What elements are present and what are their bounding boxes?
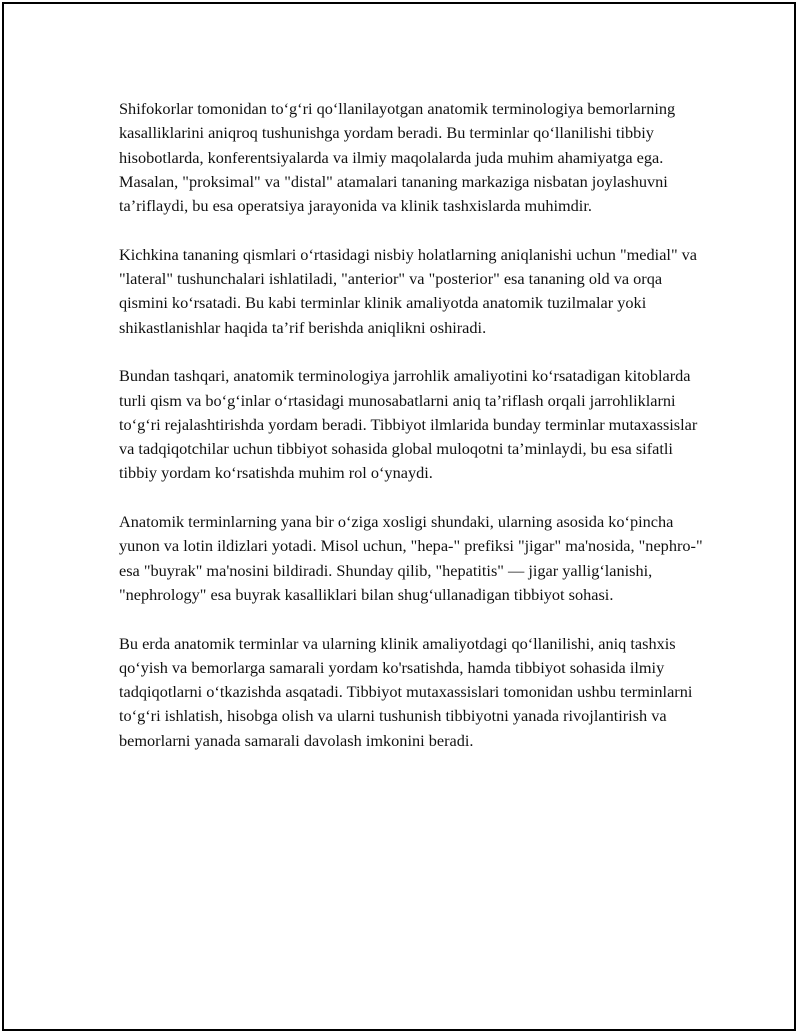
paragraph-5: Bu erda anatomik terminlar va ularning klinik amaliyotdagi qo‘llanilishi, aniq tashxis qo‘yish va bemorlarga samarali yordam ko'rsatishda, hamda tibbiyot sohasida ilmiy tadqiqotlarni o‘tkazishda asqatadi. Tibbiyot mutaxassislari tomonidan ushbu terminlarni to‘g‘ri ishlatish, hisobga olish va ularni tushunish tibbiyotni yanada rivojlantirish va bemorlarni yanada samarali davolash imkonini beradi. [119,633,693,750]
paragraph-3: Bundan tashqari, anatomik terminologiya jarrohlik amaliyotini ko‘rsatadigan kitoblarda turli qism va bo‘g‘inlar o‘rtasidagi munosabatlarni aniq ta’riflash orqali jarrohliklarni to‘g‘ri rejalashtirishda yordam beradi. Tibbiyot ilmlarida bunday terminlar mutaxassislar va tadqiqotchilar uchun tibbiyot sohasida global muloqotni ta’minlaydi, bu esa sifatli tibbiy yordam ko‘rsatishda muhim rol o‘ynaydi. [119,366,698,483]
paragraph-4: Anatomik terminlarning yana bir o‘ziga xosligi shundaki, ularning asosida ko‘pincha yunon va lotin ildizlari yotadi. Misol uchun, "hepa-" prefiksi "jigar" ma'nosida, "nephro-" esa "buyrak" ma'nosini bildiradi. Shunday qilib, "hepatitis" — jigar yallig‘lanishi, "nephrology" esa buyrak kasalliklari bilan shug‘ullanadigan tibbiyot sohasi. [119,512,703,604]
paragraph-1: Shifokorlar tomonidan to‘g‘ri qo‘llanilayotgan anatomik terminologiya bemorlarning kasalliklarini aniqroq tushunishga yordam beradi. Bu terminlar qo‘llanilishi tibbiy hisobotlarda, konferentsiyalarda va ilmiy maqolalarda juda muhim ahamiyatga ega. Masalan, "proksimal" va "distal" atamalari tananing markaziga nisbatan joylashuvni ta’riflaydi, bu esa operatsiya jarayonida va klinik tashxislarda muhimdir. [119,99,676,216]
paragraph-2: Kichkina tananing qismlari o‘rtasidagi nisbiy holatlarning aniqlanishi uchun "medial" va "lateral" tushunchalari ishlatiladi, "anterior" va "posterior" esa tananing old va orqa qismini ko‘rsatadi. Bu kabi terminlar klinik amaliyotda anatomik tuzilmalar yoki shikastlanishlar haqida ta’rif berishda aniqlikni oshiradi. [119,244,698,337]
document-body [119,97,709,777]
page-frame [2,2,796,1031]
